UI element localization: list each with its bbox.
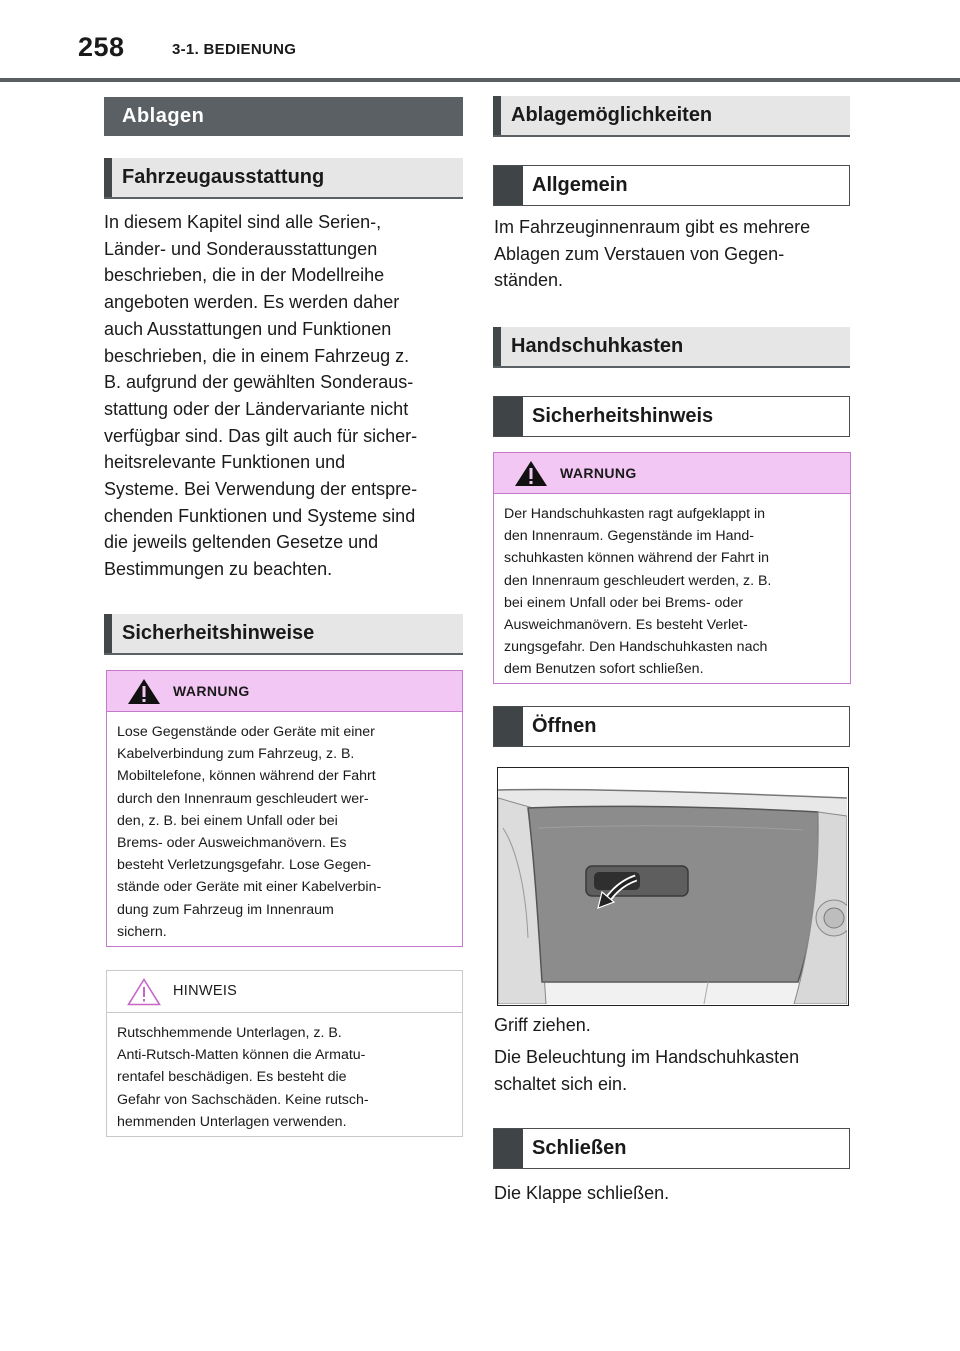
text-line: chenden Funktionen und Systeme sind [104,505,416,526]
allgemein-paragraph [494,214,854,294]
subheading-label: Öffnen [532,715,597,737]
hint-box [106,970,463,1137]
text-line: ständen. [494,270,564,291]
text-line: Bestimmungen zu beachten. [104,559,333,580]
heading-block [494,397,523,436]
text-line: Lose Gegenstände oder Geräte mit einer [117,724,375,740]
warning-text [494,494,850,681]
text-line: sichern. [117,923,167,940]
subheading-label: Sicherheitshinweise [122,622,315,644]
heading-accent [104,158,112,197]
subheading-ablagemoeglichkeiten [493,96,850,137]
section-heading-label: Ablagen [122,105,205,127]
subheading-label: Allgemein [532,174,628,196]
text-line: Ablagen zum Verstauen von Gegen- [494,243,785,264]
heading-accent [493,96,501,135]
warning-triangle-icon [127,678,161,710]
subheading-label: Schließen [532,1137,627,1159]
text-line: stände oder Geräte mit einer Kabelverbin- [117,879,382,896]
text-line: schaltet sich ein. [494,1074,628,1094]
text-line: durch den Innenraum geschleudert wer- [117,790,369,807]
subheading-sicherheitshinweis [493,396,850,437]
subheading-oeffnen [493,706,850,747]
text-line: Der Handschuhkasten ragt aufgeklappt in [504,506,766,522]
text-line: hemmenden Unterlagen verwenden. [117,1113,347,1130]
subheading-label: Fahrzeugausstattung [122,166,325,188]
warning-box [493,452,851,684]
text-line: rentafel beschädigen. Es besteht die [117,1069,347,1086]
text-line: Länder- und Sonderausstattungen [104,238,378,259]
oeffnen-paragraph [494,1012,854,1098]
text-line: angeboten werden. Es werden daher [104,292,400,313]
warning-title: WARNUNG [560,465,637,481]
page-number: 258 [78,32,125,62]
text-line: Mobiltelefone, können während der Fahrt [117,768,376,785]
subheading-label: Ablagemöglichkeiten [511,104,713,126]
warning-header [494,453,850,494]
text-line: bei einem Unfall oder bei Brems- oder [504,594,743,611]
text-line: beschrieben, die in einem Fahrzeug z. [104,345,410,366]
text-line: heitsrelevante Funktionen und [104,452,346,473]
heading-block [494,166,523,205]
subheading-schliessen [493,1128,850,1169]
text-line: auch Ausstattungen und Funktionen [104,318,392,339]
text-line: Brems- oder Ausweichmanövern. Es [117,835,347,852]
text-line: Ausweichmanövern. Es besteht Verlet- [504,617,748,634]
subheading-allgemein [493,165,850,206]
text-line: dung zum Fahrzeug im Innenraum [117,901,334,918]
text-line: Im Fahrzeuginnenraum gibt es mehrere [494,217,811,237]
text-line: Rutschhemmende Unterlagen, z. B. [117,1025,342,1041]
chapter-title: 3-1. BEDIENUNG [172,41,297,58]
subheading-fahrzeugausstattung [104,158,463,199]
text-line: besteht Verletzungsgefahr. Lose Gegen- [117,857,371,874]
subheading-label: Sicherheitshinweis [532,405,714,427]
section-heading-ablagen [104,97,463,136]
text-line: stattung oder der Ländervariante nicht [104,398,409,419]
text-line: B. aufgrund der gewählten Sonderaus- [104,372,414,393]
text-line: Anti-Rutsch-Matten können die Armatu- [117,1047,366,1064]
heading-accent [493,327,501,366]
subheading-sicherheitshinweise [104,614,463,655]
text-line: den, z. B. bei einem Unfall oder bei [117,812,338,829]
text-line: Die Beleuchtung im Handschuhkasten [494,1047,800,1067]
text-line: verfügbar sind. Das gilt auch für sicher- [104,425,418,446]
hint-header [107,971,462,1013]
hint-text [107,1013,462,1133]
heading-block [494,707,523,746]
intro-paragraph [104,209,474,583]
text-line: Griff ziehen. [494,1015,591,1035]
heading-block [494,1129,523,1168]
text-line: die jeweils geltenden Gesetze und [104,532,379,553]
warning-header [107,671,462,712]
warning-text [107,712,462,943]
glovebox-illustration [497,767,849,1006]
text-line: In diesem Kapitel sind alle Serien-, [104,212,382,232]
subheading-handschuhkasten [493,327,850,368]
text-line: beschrieben, die in der Modellreihe [104,265,385,286]
text-line: den Innenraum. Gegenstände im Hand- [504,528,755,545]
schliessen-paragraph: Die Klappe schließen. [494,1183,670,1203]
text-line: den Innenraum geschleudert werden, z. B. [504,572,772,589]
warning-box [106,670,463,947]
hint-title: HINWEIS [173,983,238,999]
text-line: schuhkasten können während der Fahrt in [504,550,769,567]
header-divider [0,78,960,82]
glovebox-drawing [498,768,847,1004]
subheading-label: Handschuhkasten [511,335,684,357]
text-line: zungsgefahr. Den Handschuhkasten nach [504,639,768,656]
text-line: dem Benutzen sofort schließen. [504,661,704,678]
heading-accent [104,614,112,653]
text-line: Kabelverbindung zum Fahrzeug, z. B. [117,746,355,763]
hint-triangle-icon [127,978,161,1011]
warning-title: WARNUNG [173,683,250,699]
text-line: Gefahr von Sachschäden. Keine rutsch- [117,1091,369,1108]
text-line: Systeme. Bei Verwendung der entspre- [104,479,418,500]
warning-triangle-icon [514,460,548,492]
